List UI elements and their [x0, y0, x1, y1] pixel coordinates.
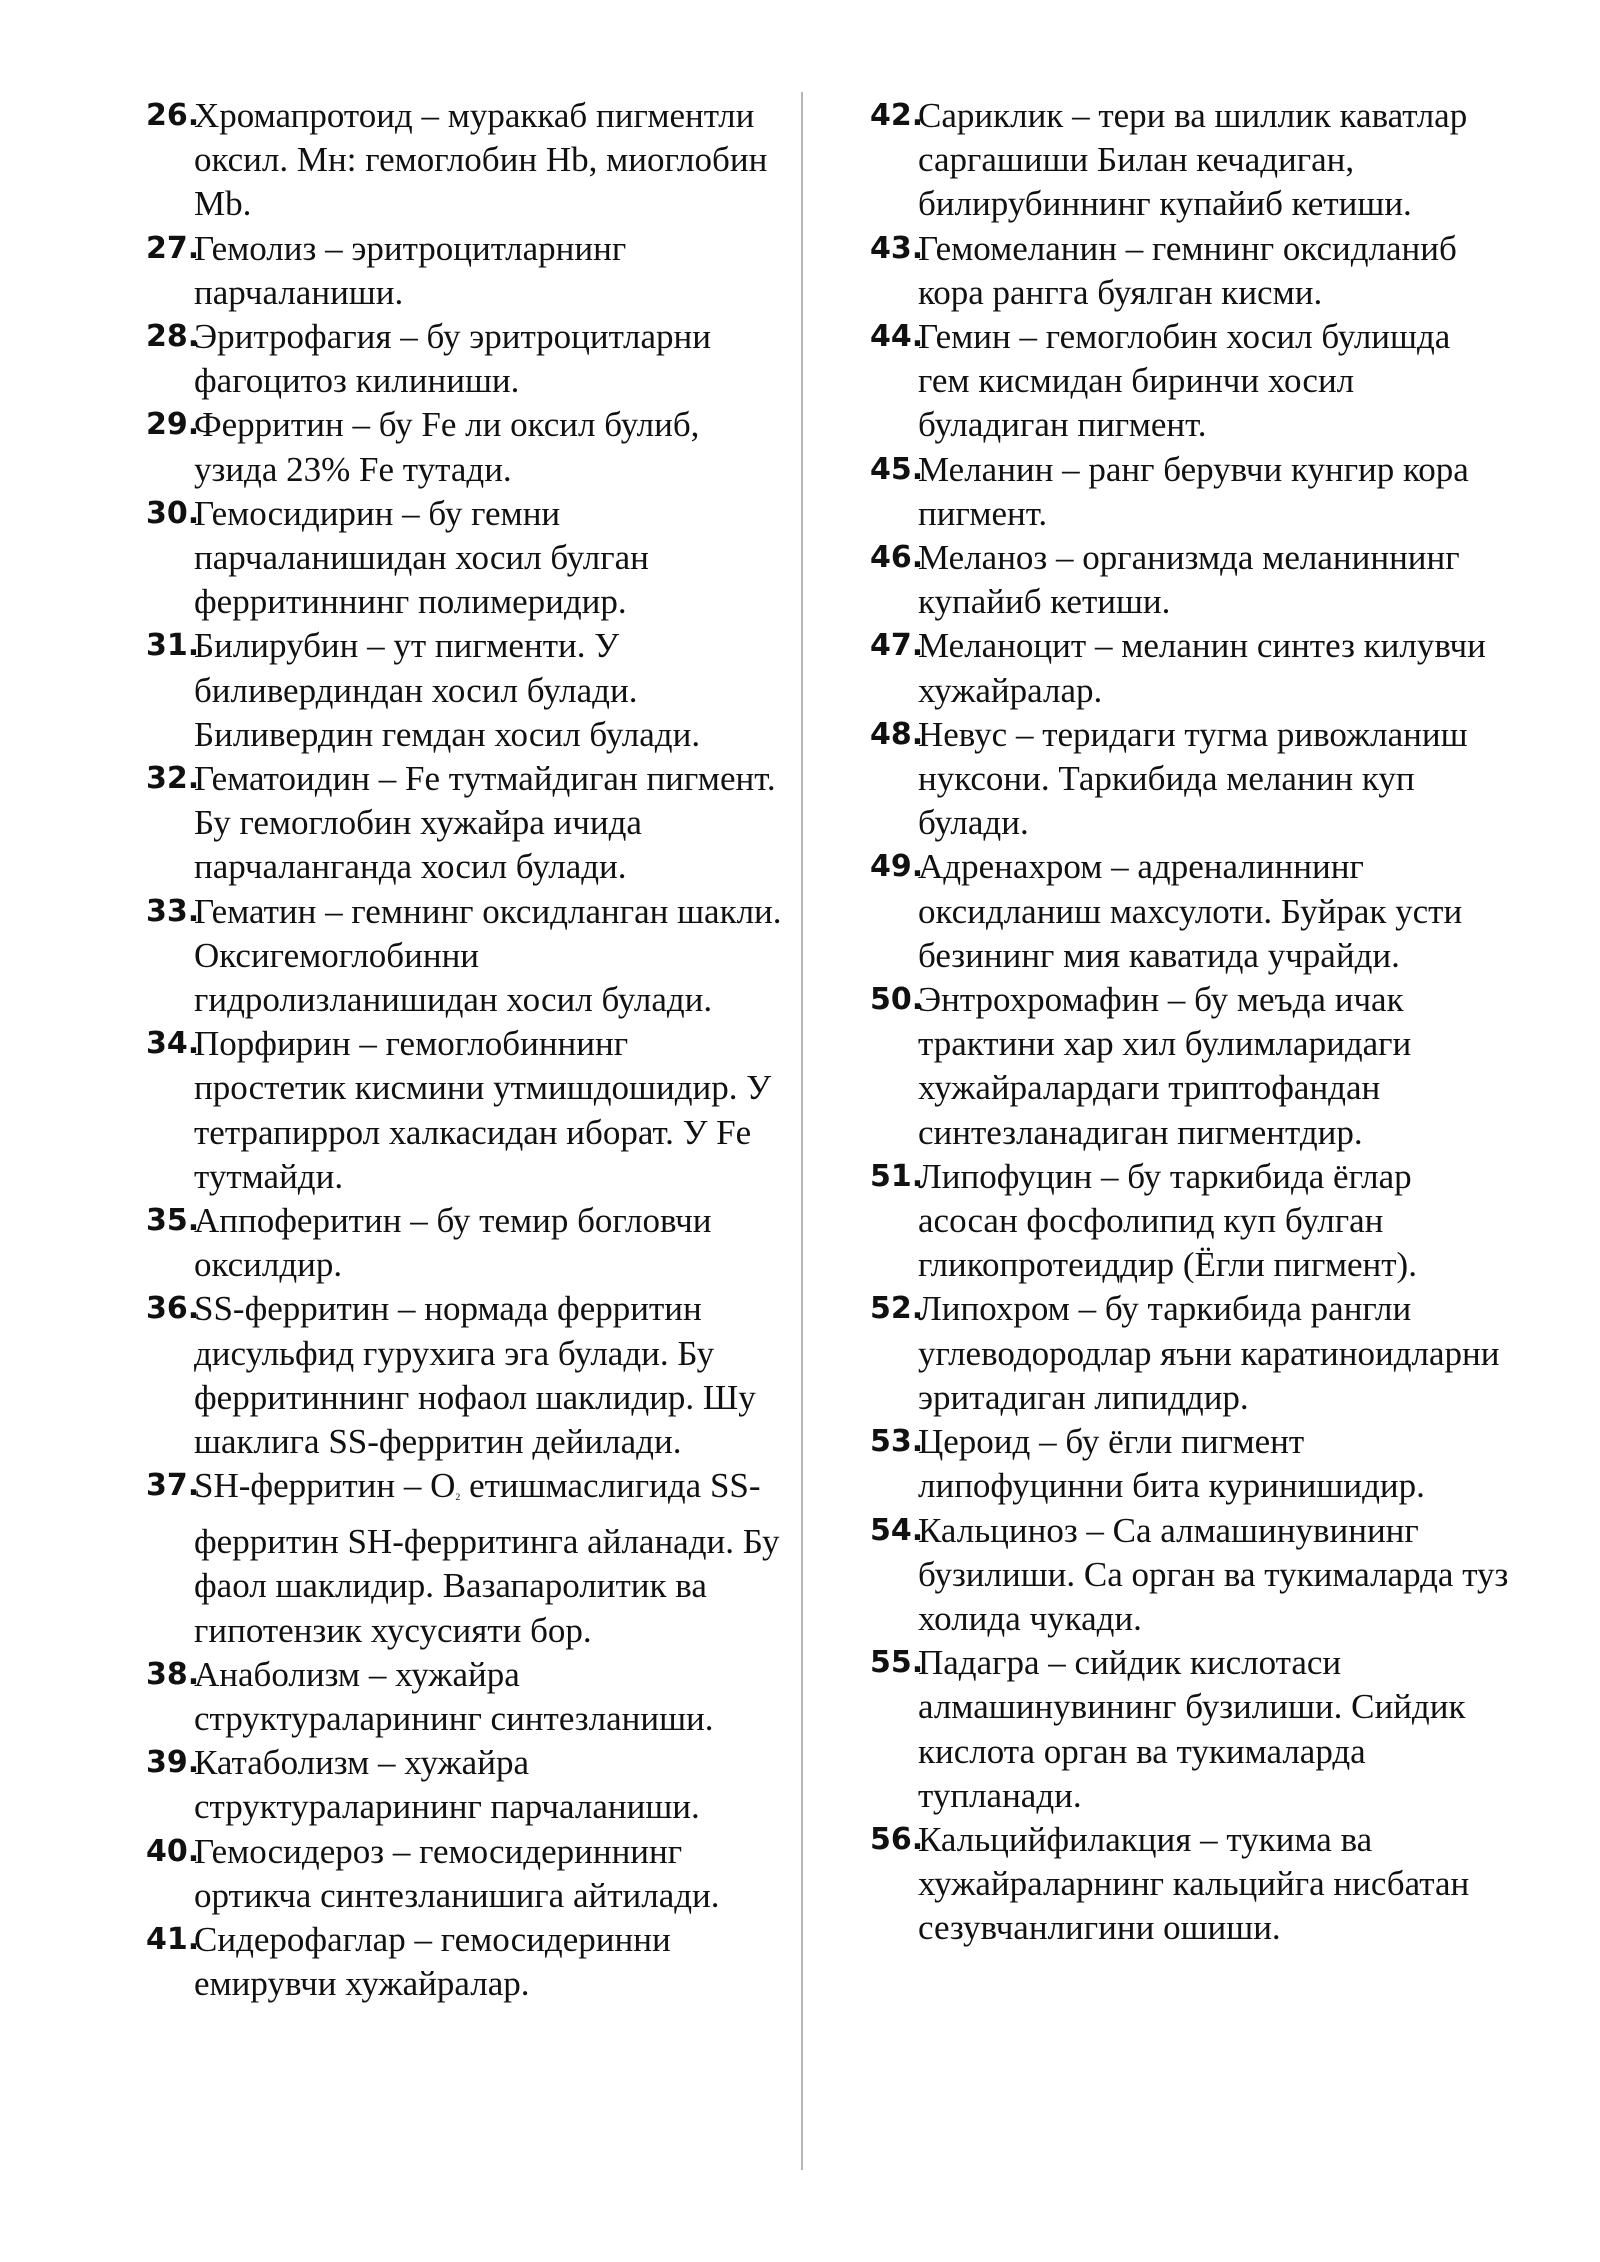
entry-definition: – бу ёгли пигмент липофуцинни бита куринишидир.	[918, 1422, 1425, 1506]
entry-term: Меланоз	[918, 538, 1048, 578]
entry-term: Кальцийфилакция	[918, 1819, 1192, 1859]
entry-term: Билирубин	[194, 626, 359, 666]
glossary-entry-56	[870, 1818, 1510, 1951]
entry-term: Анаболизм	[194, 1654, 361, 1694]
entry-definition: – бу таркибида ёглар асосан фосфолипид куп булган гликопротеиддир (Ёгли пигмент).	[918, 1156, 1417, 1285]
glossary-entry-51	[870, 1155, 1510, 1288]
entry-term: Цероид	[918, 1422, 1031, 1462]
entry-number: 46.	[870, 540, 924, 576]
entry-number: 38.	[146, 1656, 200, 1692]
glossary-entry-45	[870, 448, 1510, 536]
entry-term: Гематин	[194, 891, 317, 931]
entry-number: 35.	[146, 1203, 200, 1239]
glossary-entry-30	[146, 492, 786, 625]
glossary-entry-27	[146, 227, 786, 315]
entry-definition: етишмаслигида SS-ферритин SH-ферритинга айланади. Бу фаол шаклидир. Вазапаролитик ва гипотензик хусусияти бор.	[194, 1466, 780, 1650]
entry-definition: – тери ва шиллик каватлар саргашиши Билан кечадиган, билирубиннинг купайиб кетиши.	[918, 96, 1468, 224]
glossary-entry-55	[870, 1641, 1510, 1818]
glossary-entry-53	[870, 1420, 1510, 1508]
glossary-entry-48	[870, 713, 1510, 846]
entry-definition: – Fe тутмайдиган пигмент. Бу гемоглобин хужайра ичида парчаланганда хосил булади.	[194, 759, 776, 887]
glossary-entry-31	[146, 624, 786, 757]
entry-number: 26.	[146, 98, 200, 133]
right-column	[870, 94, 1510, 1951]
entry-term: Падагра	[918, 1643, 1040, 1683]
entry-definition: – бу гемни парчаланишидан хосил булган ферритиннинг полимеридир.	[194, 493, 649, 622]
column-divider	[801, 92, 803, 2170]
entry-number: 27.	[146, 230, 200, 266]
entry-definition: – Са алмашинувининг бузилиши. Са орган ва тукималарда туз холида чукади.	[918, 1510, 1509, 1638]
entry-term: SH-ферритин	[194, 1466, 396, 1506]
entry-number: 41.	[146, 1922, 200, 1958]
entry-definition: – гемнинг оксидланиб кора рангга буялган кисми.	[918, 228, 1457, 312]
glossary-entry-47	[870, 624, 1510, 712]
glossary-entry-54	[870, 1509, 1510, 1642]
entry-term: Липофуцин	[918, 1156, 1093, 1196]
glossary-entry-33	[146, 890, 786, 1023]
entry-term: Гемин	[918, 317, 1011, 357]
entry-number: 43.	[870, 230, 924, 266]
entry-term: Меланин	[918, 449, 1054, 489]
entry-number: 47.	[870, 628, 924, 664]
entry-number: 33.	[146, 893, 200, 929]
glossary-entry-26	[146, 94, 786, 227]
entry-number: 49.	[870, 849, 924, 885]
entry-number: 30.	[146, 495, 200, 531]
entry-definition: – бу меъда ичак трактини хар хил булимларидаги хужайралардаги триптофандан синтезланадиган пигментдир.	[918, 980, 1412, 1152]
glossary-entry-44	[870, 315, 1510, 448]
entry-term: Гемолиз	[194, 228, 317, 268]
entry-term: Кальциноз	[918, 1510, 1078, 1550]
entry-number: 34.	[146, 1026, 200, 1062]
left-column	[146, 94, 786, 2007]
entry-number: 52.	[870, 1291, 924, 1327]
entry-number: 53.	[870, 1424, 924, 1460]
glossary-entry-41	[146, 1918, 786, 2006]
entry-definition: – гемосидеринни емирувчи хужайралар.	[194, 1920, 671, 2004]
glossary-entry-34	[146, 1022, 786, 1199]
entry-definition: – организмда меланиннинг купайиб кетиши.	[918, 538, 1460, 622]
entry-term: Сидерофаглар	[194, 1920, 406, 1960]
glossary-entry-43	[870, 227, 1510, 315]
glossary-entry-52	[870, 1287, 1510, 1420]
entry-definition: – хужайра структураларининг синтезланиши.	[194, 1654, 714, 1739]
entry-term: Невус	[918, 714, 1008, 754]
entry-number: 45.	[870, 451, 924, 487]
entry-number: 42.	[870, 98, 924, 133]
glossary-entry-29	[146, 403, 786, 491]
entry-number: 37.	[146, 1468, 200, 1504]
entry-definition: – бу темир богловчи оксилдир.	[194, 1201, 712, 1285]
entry-definition: – хужайра структураларининг парчаланиши.	[194, 1743, 700, 1827]
entry-definition: – ранг берувчи кунгир кора пигмент.	[918, 449, 1469, 533]
entry-term: Меланоцит	[918, 626, 1087, 666]
entry-number: 29.	[146, 407, 200, 443]
entry-number: 36.	[146, 1291, 200, 1327]
glossary-entry-36	[146, 1287, 786, 1464]
entry-definition: – адреналиннинг оксидланиш махсулоти. Буйрак усти безининг мия каватида учрайди.	[918, 847, 1463, 975]
glossary-entry-39	[146, 1741, 786, 1829]
entry-number: 31.	[146, 628, 200, 664]
entry-definition-prefix: – O	[395, 1466, 456, 1506]
glossary-entry-35	[146, 1199, 786, 1287]
entry-number: 55.	[870, 1645, 924, 1681]
entry-number: 48.	[870, 716, 924, 752]
entry-definition: – мураккаб пигментли оксил. Мн: гемоглобин Hb, миоглобин Mb.	[194, 96, 768, 224]
entry-definition: – гемосидериннинг ортикча синтезланишига айтилади.	[194, 1831, 720, 1915]
entry-term: Аппоферитин	[194, 1201, 402, 1241]
entry-definition: – меланин синтез килувчи хужайралар.	[918, 626, 1486, 710]
entry-term: Гематоидин	[194, 759, 370, 799]
glossary-entry-37	[146, 1464, 786, 1653]
entry-definition: – нормада ферритин дисульфид гурухига эга булади. Бу ферритиннинг нофаол шаклидир. Шу шаклига SS-ферритин дейилади.	[194, 1289, 756, 1462]
entry-number: 50.	[870, 982, 924, 1018]
entry-definition: – бу Fe ли оксил булиб, узида 23% Fe тутади.	[194, 405, 700, 489]
glossary-entry-38	[146, 1653, 786, 1741]
entry-number: 39.	[146, 1745, 200, 1781]
entry-number: 54.	[870, 1512, 924, 1548]
entry-definition: – бу таркибида рангли углеводородлар яъни каратиноидларни эритадиган липиддир.	[918, 1289, 1500, 1417]
entry-number: 56.	[870, 1821, 924, 1857]
entry-term: Сариклик	[918, 96, 1064, 135]
entry-definition: – гемнинг оксидланган шакли. Оксигемоглобинни гидролизланишидан хосил булади.	[194, 891, 782, 1020]
glossary-entry-46	[870, 536, 1510, 624]
entry-number: 51.	[870, 1158, 924, 1194]
entry-number: 32.	[146, 761, 200, 797]
entry-term: Гемосидирин	[194, 493, 394, 533]
entry-number: 28.	[146, 319, 200, 355]
entry-term: Ферритин	[194, 405, 344, 445]
entry-definition: – ут пигменти. У биливердиндан хосил булади. Биливердин гемдан хосил булади.	[194, 626, 701, 754]
glossary-entry-40	[146, 1830, 786, 1918]
entry-definition: – гемоглобин хосил булишда гем кисмидан биринчи хосил буладиган пигмент.	[918, 317, 1451, 445]
entry-definition: – эритроцитларнинг парчаланиши.	[194, 228, 627, 312]
entry-term: SS-ферритин	[194, 1289, 390, 1329]
entry-definition: – сийдик кислотаси алмашинувининг бузилиши. Сийдик кислота орган ва тукималарда тупланади.	[918, 1643, 1466, 1815]
oxygen-subscript: 2	[455, 1492, 461, 1504]
glossary-entry-42	[870, 94, 1510, 227]
entry-term: Энтрохромафин	[918, 980, 1160, 1020]
entry-term: Гемосидероз	[194, 1831, 385, 1871]
entry-definition: – гемоглобиннинг простетик кисмини утмишдошидир. У тетрапиррол халкасидан иборат. У Fe тутмайди.	[194, 1024, 772, 1196]
entry-term: Адренахром	[918, 847, 1103, 887]
glossary-entry-32	[146, 757, 786, 890]
entry-definition: – тукима ва хужайраларнинг кальцийга нисбатан сезувчанлигини ошиши.	[918, 1819, 1470, 1948]
entry-term: Катаболизм	[194, 1743, 370, 1783]
entry-number: 40.	[146, 1833, 200, 1869]
entry-number: 44.	[870, 319, 924, 355]
glossary-entry-49	[870, 845, 1510, 978]
entry-term: Эритрофагия	[194, 317, 392, 357]
entry-definition: – теридаги тугма ривожланиш нуксони. Таркибида меланин куп булади.	[918, 714, 1468, 843]
entry-term: Липохром	[918, 1289, 1070, 1329]
glossary-entry-50	[870, 978, 1510, 1155]
entry-definition: – бу эритроцитларни фагоцитоз килиниши.	[194, 317, 712, 401]
entry-term: Хромапротоид	[194, 96, 413, 135]
entry-term: Гемомеланин	[918, 228, 1117, 268]
glossary-entry-28	[146, 315, 786, 403]
entry-term: Порфирин	[194, 1024, 351, 1064]
